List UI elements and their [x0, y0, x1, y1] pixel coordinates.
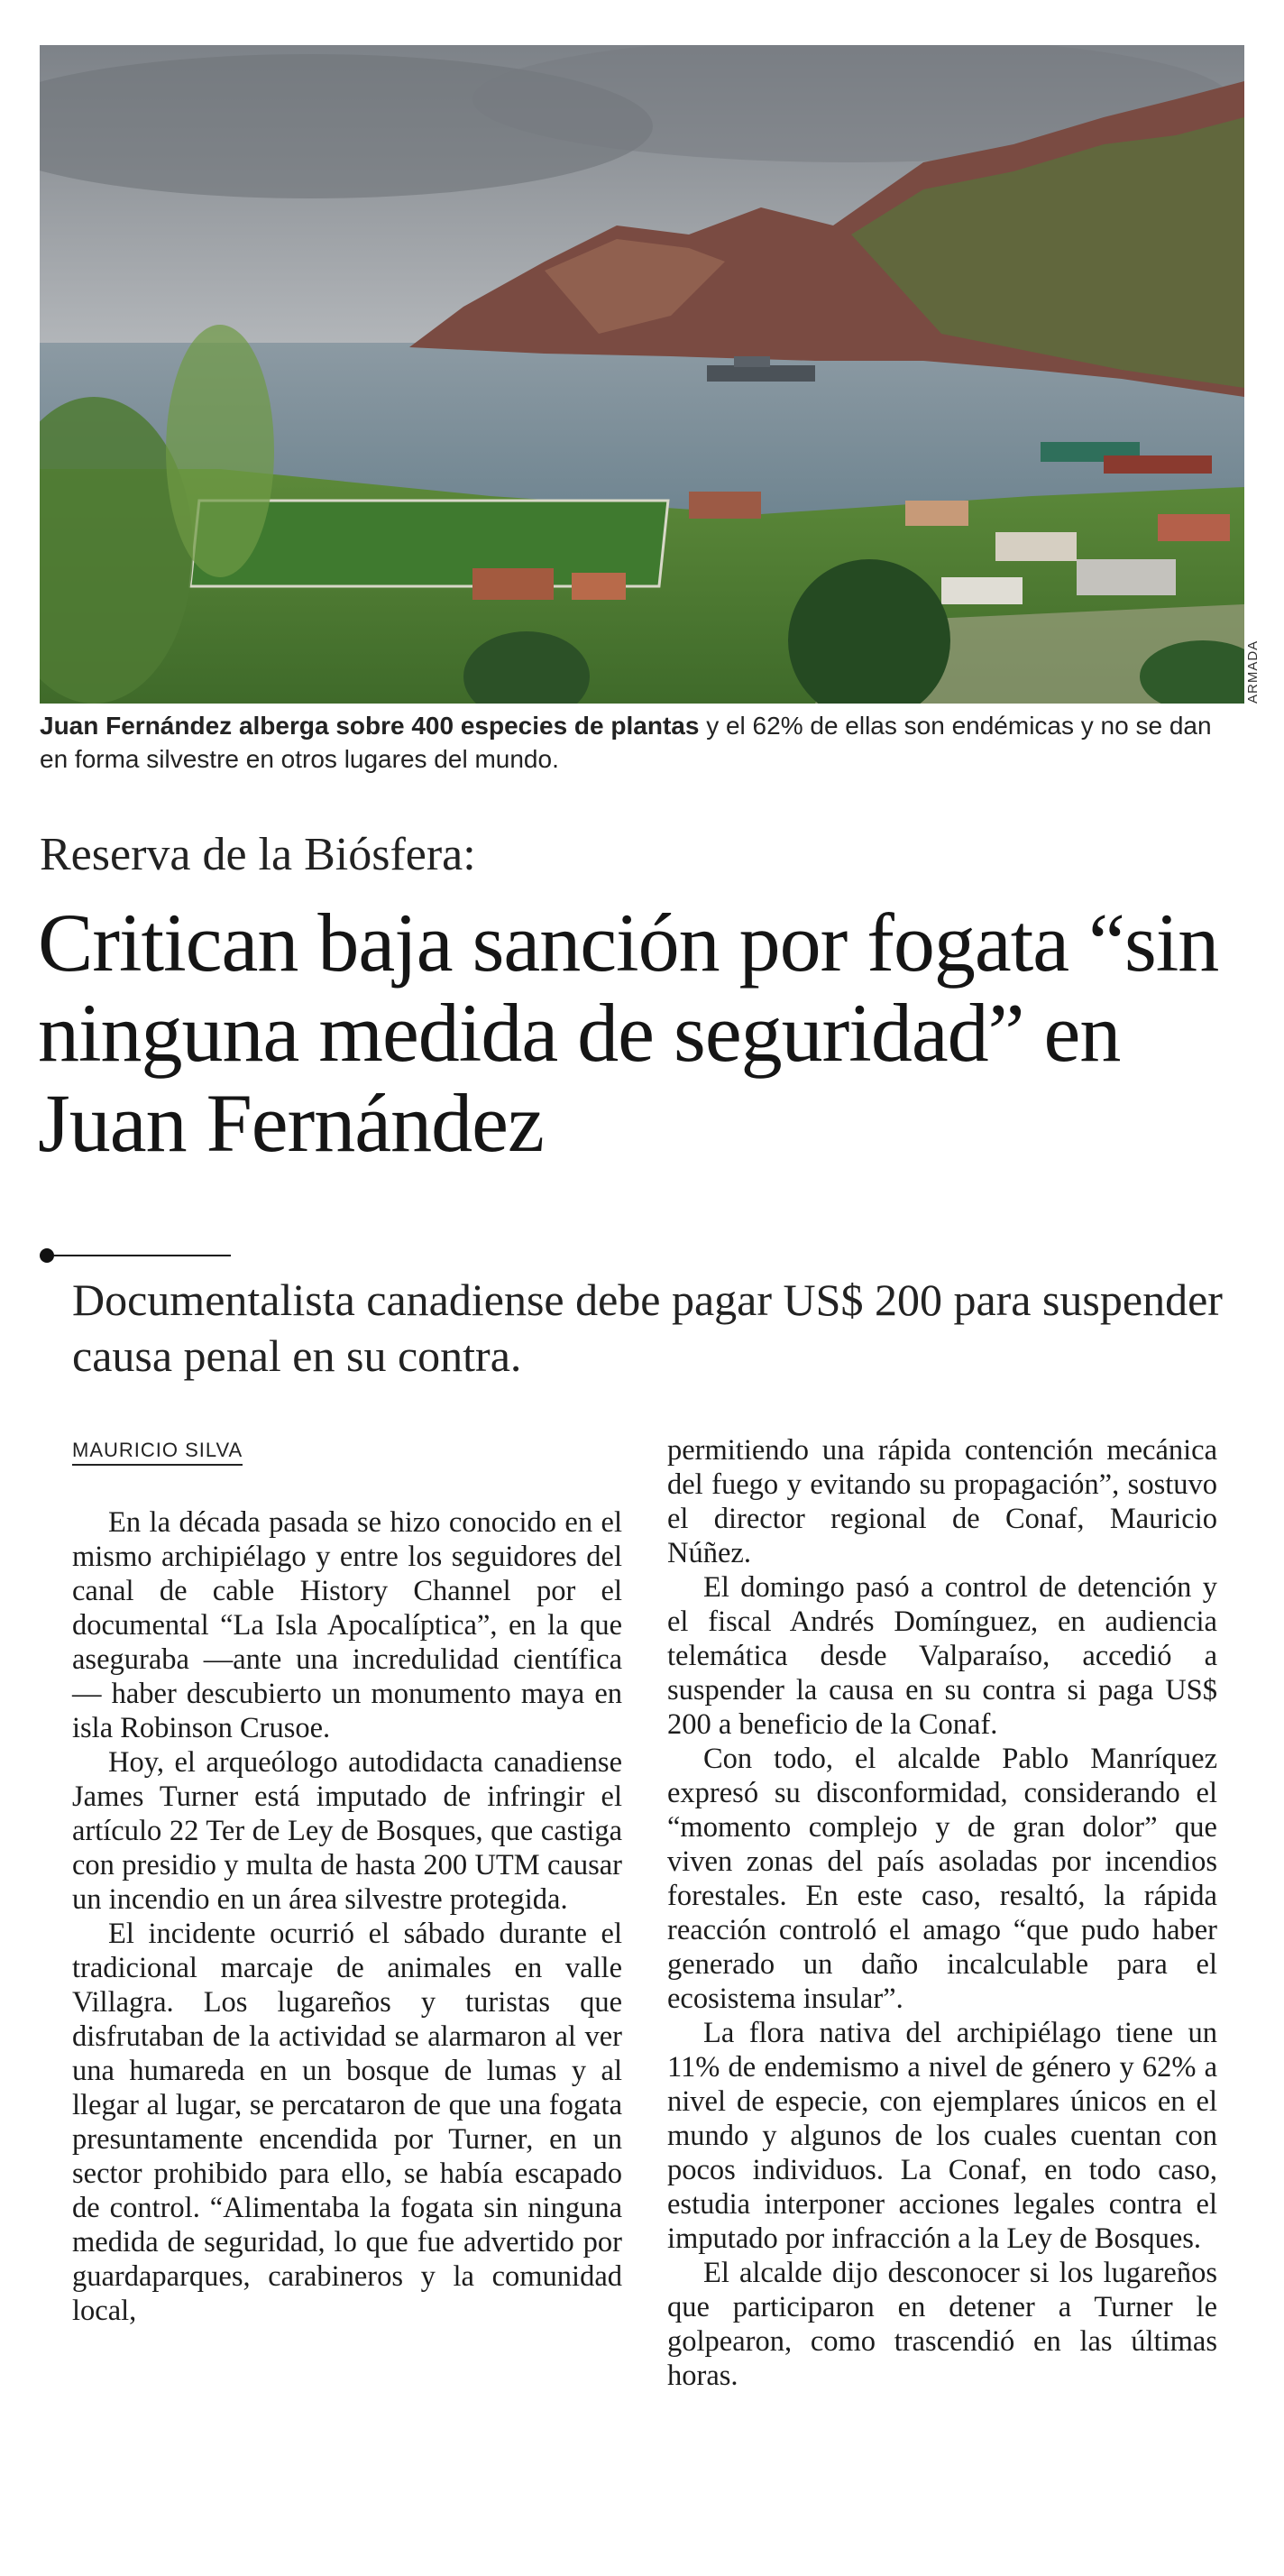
caption-lead: Juan Fernández alberga sobre 400 especies de plantas — [40, 712, 700, 740]
rule-dot — [40, 1248, 54, 1263]
body-column-left — [72, 1505, 622, 2328]
photo-caption — [40, 709, 1244, 776]
paragraph: Con todo, el alcalde Pablo Manríquez expresó su disconformidad, considerando el “momento complejo y de gran dolor” que viven zonas del país asoladas por incendios forestales. En este caso, resaltó, la rápida reacción controló el amago “que pudo haber generado un daño incalculable para el ecosistema insular”. — [667, 1743, 1217, 2015]
paragraph: El alcalde dijo desconocer si los lugareños que participaron en detener a Turner le golpearon, como trascendió en las últimas horas. — [667, 2257, 1217, 2392]
paragraph: Hoy, el arqueólogo autodidacta canadiense James Turner está imputado de infringir el artículo 22 Ter de Ley de Bosques, que castiga con presidio y multa de hasta 200 UTM causar un incendio en un área silvestre protegida. — [72, 1746, 622, 1916]
caption-body: y el 62% de ellas son endémicas y no se dan en forma silvestre en otros lugares del mundo. — [40, 712, 1212, 773]
article-headline: Critican baja sanción por fogata “sin ninguna medida de seguridad” en Juan Fernández — [38, 897, 1219, 1169]
rule-line — [54, 1255, 231, 1256]
article-kicker: Reserva de la Biósfera: — [40, 829, 476, 880]
body-column-right — [667, 1433, 1217, 2393]
byline: MAURICIO SILVA — [72, 1439, 243, 1466]
paragraph: El domingo pasó a control de detención y el fiscal Andrés Domínguez, en audiencia telemática desde Valparaíso, accedió a suspender la causa en su contra si paga US$ 200 a beneficio de la Conaf. — [667, 1571, 1217, 1741]
article-photo — [40, 45, 1244, 704]
paragraph: permitiendo una rápida contención mecánica del fuego y evitando su propagación”, sostuvo el director regional de Conaf, Mauricio Núñez. — [667, 1434, 1217, 1569]
photo-credit: ARMADA — [1245, 639, 1261, 704]
paragraph: En la década pasada se hizo conocido en el mismo archipiélago y entre los seguidores del canal de cable History Channel por el documental “La Isla Apocalíptica”, en la que aseguraba —ante una incredulidad científica— haber descubierto un monumento maya en isla Robinson Crusoe. — [72, 1506, 622, 1744]
paragraph: La flora nativa del archipiélago tiene un 11% de endemismo a nivel de género y 62% a nivel de especie, con ejemplares únicos en el mundo y algunos de los cuales cuentan con pocos individuos. La Conaf, en todo caso, estudia interponer acciones legales contra el imputado por infracción a la Ley de Bosques. — [667, 2017, 1217, 2255]
paragraph: El incidente ocurrió el sábado durante el tradicional marcaje de animales en valle Villagra. Los lugareños y turistas que disfrutaban de la actividad se alarmaron al ver una humareda en un bosque de lumas y al llegar al lugar, se percataron de que una fogata presuntamente encendida por Turner, en un sector prohibido para ello, se había escapado de control. “Alimentaba la fogata sin ninguna medida de seguridad, lo que fue advertido por guardaparques, carabineros y la comunidad local, — [72, 1918, 622, 2327]
bay-landscape-image — [40, 45, 1244, 704]
article-deck: Documentalista canadiense debe pagar US$ 200 para suspender causa penal en su contra. — [72, 1274, 1223, 1381]
